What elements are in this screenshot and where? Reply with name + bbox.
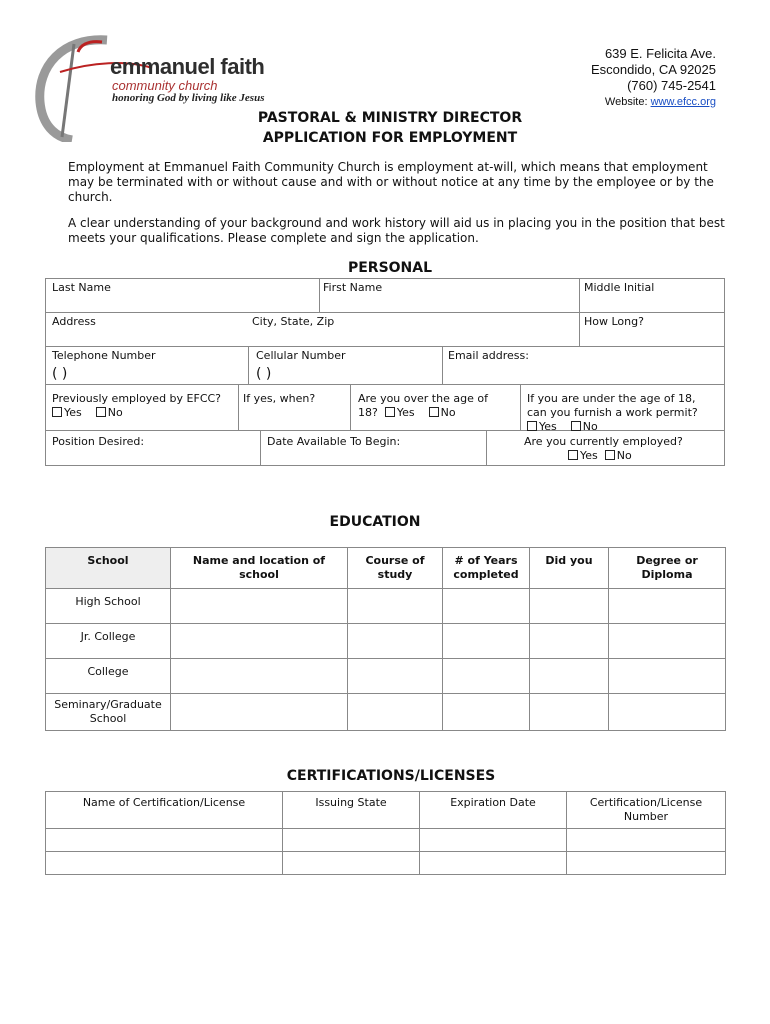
cert-number-cell[interactable] bbox=[567, 852, 726, 875]
telephone-paren: ( ) bbox=[52, 366, 68, 382]
form-title bbox=[200, 108, 580, 148]
cert-header: Issuing State bbox=[283, 792, 420, 829]
over-18-no-label: No bbox=[440, 406, 456, 419]
over-18-no-checkbox[interactable] bbox=[429, 407, 439, 417]
currently-employed-yes-checkbox[interactable] bbox=[568, 450, 578, 460]
table-row bbox=[46, 624, 726, 659]
first-name-label: First Name bbox=[323, 281, 383, 294]
table-row bbox=[46, 852, 726, 875]
cellular-label: Cellular Number bbox=[256, 349, 346, 362]
currently-employed-options bbox=[568, 449, 632, 463]
education-row-label: Jr. College bbox=[46, 624, 171, 659]
expiration-cell[interactable] bbox=[420, 829, 567, 852]
course-cell[interactable] bbox=[348, 624, 443, 659]
education-header: Course of study bbox=[348, 548, 443, 589]
issuing-state-cell[interactable] bbox=[283, 852, 420, 875]
course-cell[interactable] bbox=[348, 659, 443, 694]
position-desired-label: Position Desired: bbox=[52, 435, 145, 448]
address-label: Address bbox=[52, 315, 96, 328]
address-phone: (760) 745-2541 bbox=[627, 78, 716, 93]
work-permit-yes-label: Yes bbox=[539, 420, 557, 433]
date-available-label: Date Available To Begin: bbox=[267, 435, 401, 448]
issuing-state-cell[interactable] bbox=[283, 829, 420, 852]
logo-tagline: honoring God by living like Jesus bbox=[112, 92, 265, 104]
currently-employed-label: Are you currently employed? bbox=[524, 435, 683, 448]
address-city: Escondido, CA 92025 bbox=[590, 62, 716, 77]
school-name-cell[interactable] bbox=[171, 659, 348, 694]
personal-section-title: PERSONAL bbox=[347, 260, 433, 276]
work-permit-no-checkbox[interactable] bbox=[571, 421, 581, 431]
degree-cell[interactable] bbox=[609, 624, 726, 659]
years-cell[interactable] bbox=[443, 659, 530, 694]
table-row bbox=[46, 589, 726, 624]
email-label: Email address: bbox=[448, 349, 529, 362]
address-street: 639 E. Felicita Ave. bbox=[604, 46, 716, 61]
did-you-cell[interactable] bbox=[530, 659, 609, 694]
school-name-cell[interactable] bbox=[171, 694, 348, 731]
address-website bbox=[591, 94, 716, 110]
education-header: Name and location of school bbox=[171, 548, 348, 589]
degree-cell[interactable] bbox=[609, 694, 726, 731]
education-header: # of Years completed bbox=[443, 548, 530, 589]
degree-cell[interactable] bbox=[609, 589, 726, 624]
website-link[interactable]: www.efcc.org bbox=[650, 96, 716, 108]
education-header: Degree or Diploma bbox=[609, 548, 726, 589]
school-name-cell[interactable] bbox=[171, 624, 348, 659]
cert-number-cell[interactable] bbox=[567, 829, 726, 852]
cellular-paren: ( ) bbox=[256, 366, 272, 382]
intro-paragraph-1: Employment at Emmanuel Faith Community Church is employment at-will, which means that employment may be terminated with or without cause and with or without notice at any time by the employee or by the church. bbox=[68, 160, 714, 204]
certifications-table bbox=[45, 791, 726, 875]
under-18-label-2: can you furnish a work permit? bbox=[527, 406, 698, 419]
did-you-cell[interactable] bbox=[530, 589, 609, 624]
education-row-label: High School bbox=[46, 589, 171, 624]
intro-paragraph-2: A clear understanding of your background and work history will aid us in placing you in the position that best meets your qualifications. Please complete and sign the application. bbox=[68, 216, 725, 245]
work-permit-yes-checkbox[interactable] bbox=[527, 421, 537, 431]
certifications-header-row bbox=[46, 792, 726, 829]
logo-subtitle: community church bbox=[112, 78, 218, 93]
prev-employed-no-label: No bbox=[107, 406, 123, 419]
table-row bbox=[46, 694, 726, 731]
over-18-options bbox=[358, 406, 456, 420]
education-section-title: EDUCATION bbox=[329, 514, 421, 530]
if-yes-when-label: If yes, when? bbox=[243, 392, 316, 405]
currently-employed-no-checkbox[interactable] bbox=[605, 450, 615, 460]
cert-name-cell[interactable] bbox=[46, 829, 283, 852]
education-table bbox=[45, 547, 726, 731]
cert-header: Expiration Date bbox=[420, 792, 567, 829]
currently-employed-yes-label: Yes bbox=[580, 449, 598, 462]
degree-cell[interactable] bbox=[609, 659, 726, 694]
under-18-label: If you are under the age of 18, bbox=[527, 392, 696, 405]
years-cell[interactable] bbox=[443, 589, 530, 624]
did-you-cell[interactable] bbox=[530, 694, 609, 731]
how-long-label: How Long? bbox=[584, 315, 644, 328]
course-cell[interactable] bbox=[348, 694, 443, 731]
education-header: Did you bbox=[530, 548, 609, 589]
last-name-label: Last Name bbox=[52, 281, 111, 294]
certifications-section-title: CERTIFICATIONS/LICENSES bbox=[286, 768, 496, 784]
over-18-label: Are you over the age of bbox=[358, 392, 488, 405]
currently-employed-no-label: No bbox=[616, 449, 632, 462]
prev-employed-label: Previously employed by EFCC? bbox=[52, 392, 222, 405]
course-cell[interactable] bbox=[348, 589, 443, 624]
table-row bbox=[46, 829, 726, 852]
cert-header: Name of Certification/License bbox=[46, 792, 283, 829]
education-row-label: College bbox=[46, 659, 171, 694]
education-header: School bbox=[46, 548, 171, 589]
education-row-label: Seminary/Graduate School bbox=[46, 694, 171, 731]
prev-employed-yes-label: Yes bbox=[64, 406, 82, 419]
over-18-yes-checkbox[interactable] bbox=[385, 407, 395, 417]
years-cell[interactable] bbox=[443, 624, 530, 659]
middle-initial-label: Middle Initial bbox=[584, 281, 655, 294]
cert-header: Certification/License Number bbox=[567, 792, 726, 829]
title-line2: APPLICATION FOR EMPLOYMENT bbox=[262, 130, 518, 146]
over-18-label-2: 18? bbox=[358, 406, 378, 419]
did-you-cell[interactable] bbox=[530, 624, 609, 659]
logo-name: emmanuel faith bbox=[110, 54, 265, 79]
church-address bbox=[591, 46, 716, 110]
table-row bbox=[46, 659, 726, 694]
work-permit-no-label: No bbox=[582, 420, 598, 433]
cert-name-cell[interactable] bbox=[46, 852, 283, 875]
prev-employed-no-checkbox[interactable] bbox=[96, 407, 106, 417]
prev-employed-yes-checkbox[interactable] bbox=[52, 407, 62, 417]
school-name-cell[interactable] bbox=[171, 589, 348, 624]
prev-employed-options bbox=[52, 406, 123, 420]
website-label: Website: bbox=[604, 96, 651, 108]
telephone-label: Telephone Number bbox=[52, 349, 156, 362]
years-cell[interactable] bbox=[443, 694, 530, 731]
over-18-yes-label: Yes bbox=[396, 406, 415, 419]
city-state-zip-label: City, State, Zip bbox=[252, 315, 335, 328]
expiration-cell[interactable] bbox=[420, 852, 567, 875]
under-18-options bbox=[527, 420, 598, 434]
education-header-row bbox=[46, 548, 726, 589]
title-line1: PASTORAL & MINISTRY DIRECTOR bbox=[257, 110, 523, 126]
